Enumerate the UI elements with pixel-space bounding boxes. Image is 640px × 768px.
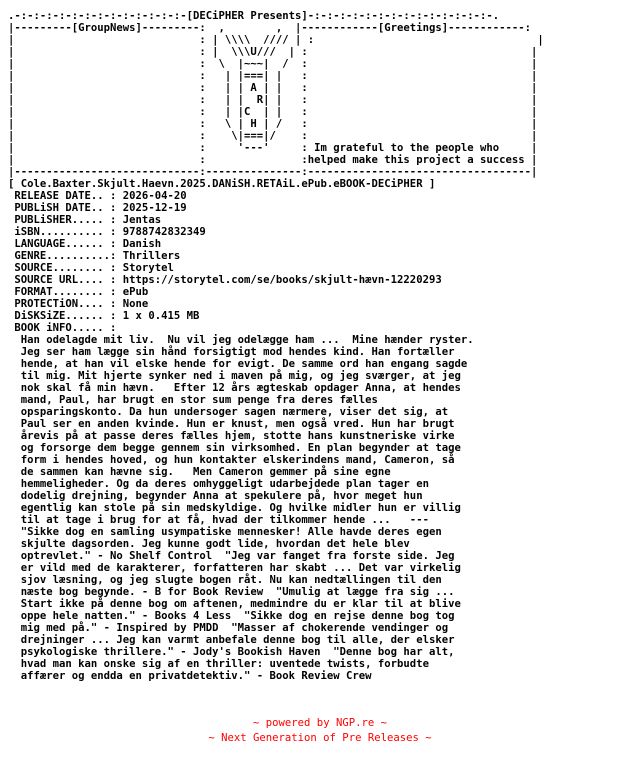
nfo-document: .-:-:-:-:-:-:-:-:-:-:-:-:-:-[DECiPHER Presents]-:-:-:-:-:-:-:-:-:-:-:-:-:-:-. |---------[GroupNews]---------: , , |------------[Greetings]------------: | : | \\\\ //// | : | | : | \\\U/// | : | | : \ |~~~| / : | | : | |===| | : | | : | | A | | : | | : | | R| | : | | : | |C | | : | | : \ | H | / : | | : \|===|/ : | | : '---' : Im grateful to the people who | | : :helped make this project a success | |-----------------------------:---------------:-----------------------------------| [ Cole.Baxter.Skjult.Haevn.2025.DANiSH.RETAiL.ePub.eBOOK-DECiPHER ] RELEASE DATE.. : 2026-04-20 PUBLiSH DATE.. : 2025-12-19 PUBLiSHER..... : Jentas iSBN.......... : 9788742832349 LANGUAGE...... : Danish GENRE..........: Thrillers SOURCE........ : Storytel SOURCE URL.... : https://storytel.com/se/books/skjult-hævn-12220293 FORMAT........ : ePub PROTECTiON.... : None DiSKSiZE...... : 1 x 0.415 MB BOOK iNFO..... : Han odelagde mit liv. Nu vil jeg odelægge ham ... Mine hænder ryster. Jeg ser ham lægge sin hånd forsigtigt mod hendes kind. Han fortæller hende, at han vil elske hende for evigt. De samme ord han engang sagde til mig. Mit hjerte synker ned i maven på mig, og jeg sværger, at jeg nok skal få min hævn. Efter 12 års ægteskab opdager Anna, at hendes mand, Paul, har brugt en stor sum penge fra deres fælles opsparingskonto. Da hun undersoger sagen nærmere, viser det sig, at Paul ser en anden kvinde. Hun er knust, men også vred. Hun har brugt årevis på at passe deres fælles hjem, stotte hans kunstneriske virke og forsorge dem begge gennem sin virksomhed. En plan begynder at tage form i hendes hoved, og hun kontakter elskerindens mand, Cameron, så de sammen kan hævne sig. Men Cameron gemmer på sine egne hemmeligheder. Og da deres omhyggeligt udarbejdede plan tager en dodelig drejning, begynder Anna at spekulere på, hvor meget hun egentlig kan stole på sin medskyldige. Og hvilke midler hun er villig til at tage i brug for at få, hvad der tilkommer hende ... --- "Sikke dog en samling usympatiske mennesker! Alle havde deres egen skjulte dagsorden. Jeg kunne godt lide, hvordan det hele blev optrevlet." - No Shelf Control "Jeg var fanget fra forste side. Jeg er vild med de karakterer, forfatteren har skabt ... Det var virkelig sjov læsning, og jeg slugte bogen råt. Nu kan nedtællingen til den næste bog begynde. - B for Book Review "Umulig at lægge fra sig ... Start ikke på denne bog om aftenen, medmindre du er klar til at blive oppe hele natten." - Books 4 Less "Sikke dog en rejse denne bog tog mig med på." - Inspired by PMDD "Masser af chokerende vendinger og drejninger ... Jeg kan varmt anbefale denne bog til alle, der elsker psykologiske thrillere." - Jody's Bookish Haven "Denne bog har alt, hvad man kan onske sig af en thriller: uventede twists, forbudte affærer og endda en privatdetektiv." - Book Review Crew: [8, 10, 544, 682]
footer-powered-by: ~ powered by NGP.re ~: [253, 717, 387, 729]
footer-tagline: ~ Next Generation of Pre Releases ~: [208, 732, 432, 744]
